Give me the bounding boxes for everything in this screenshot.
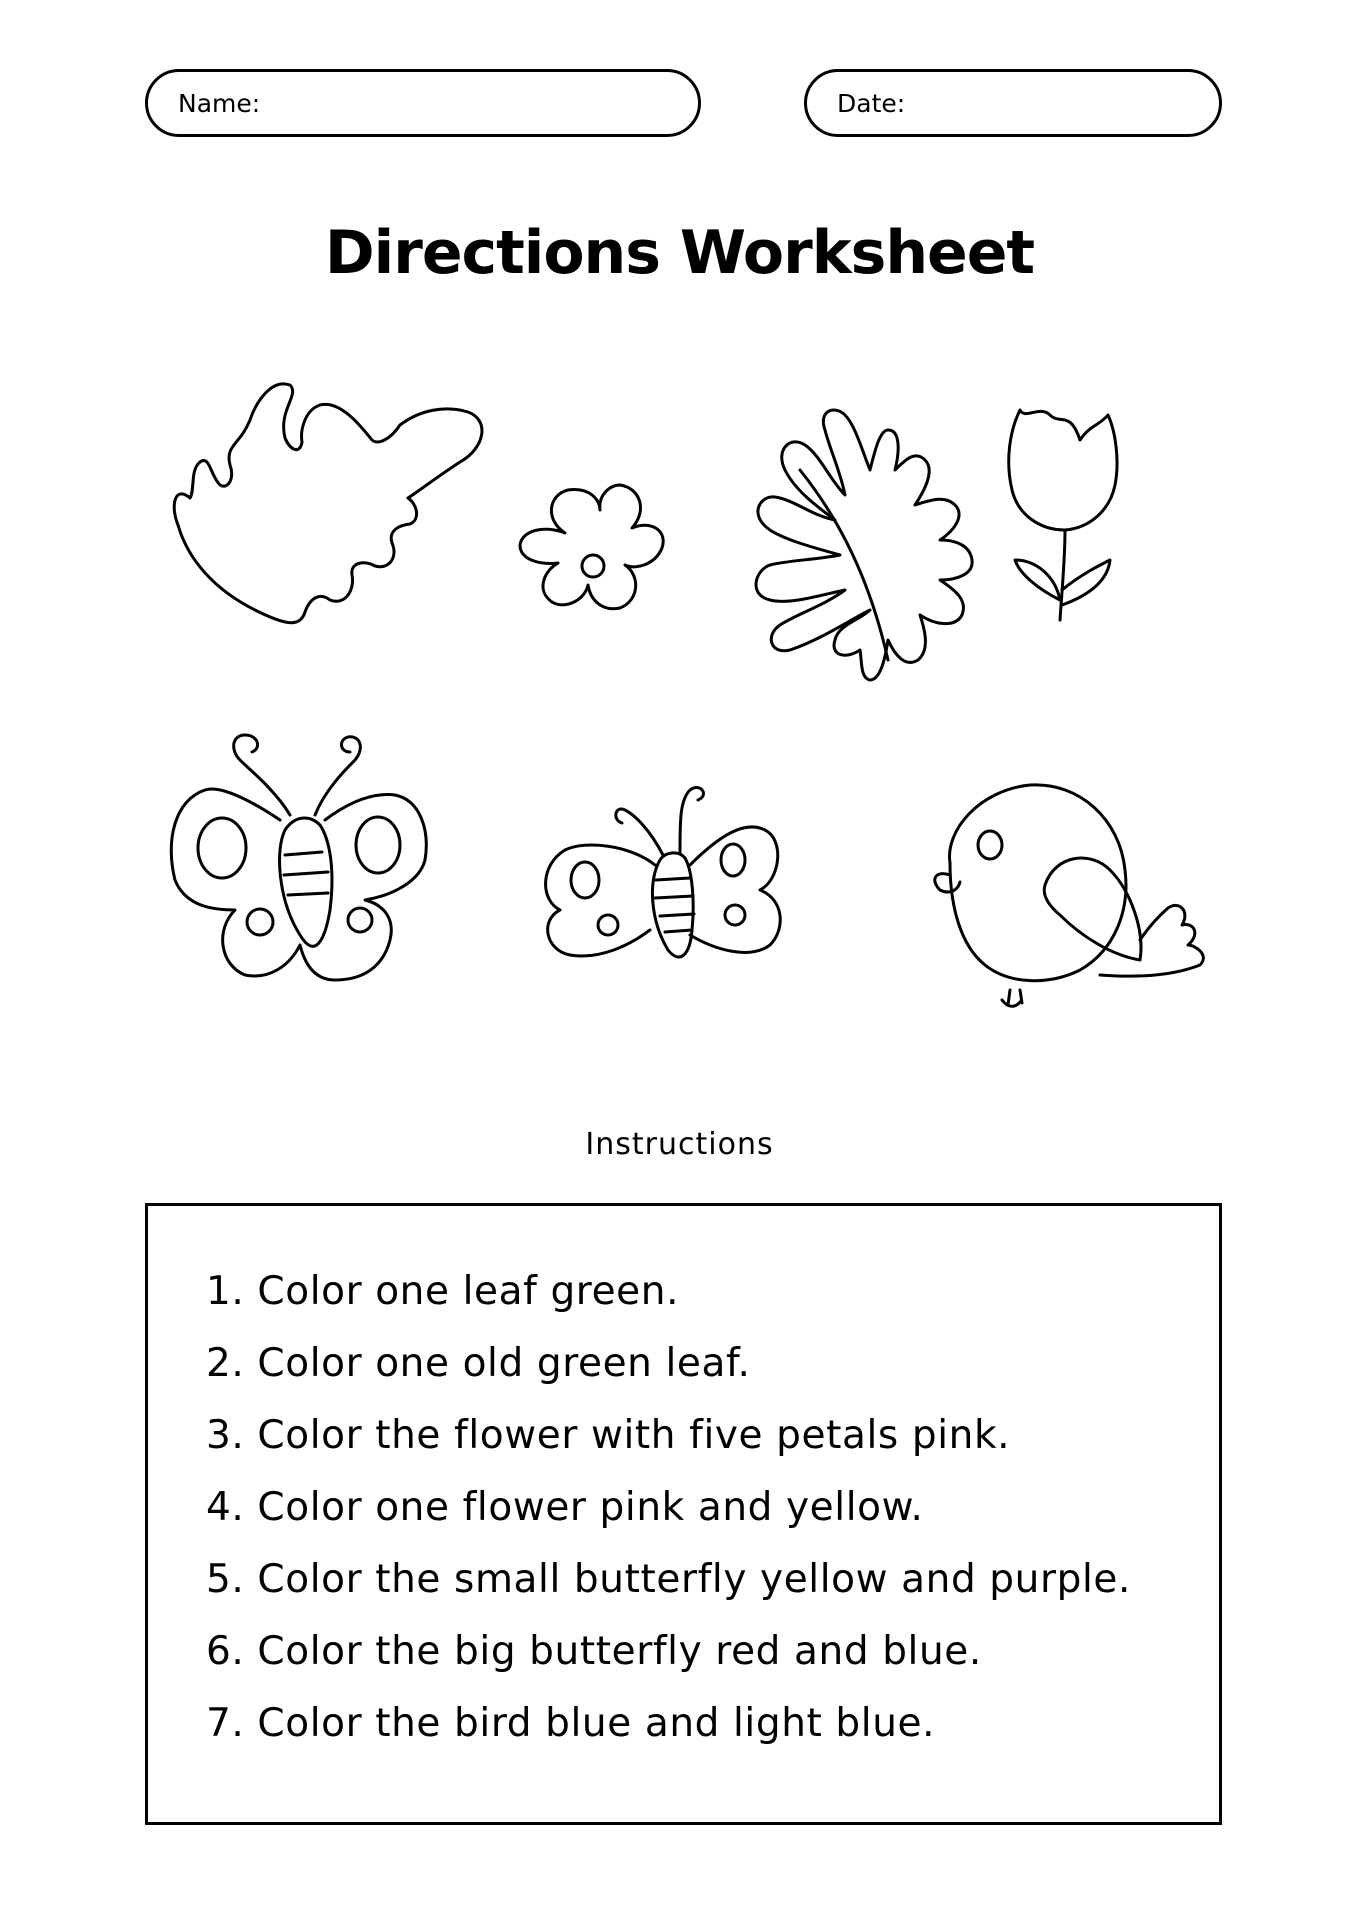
illustrations <box>0 380 1359 1040</box>
big-butterfly-icon <box>171 735 426 980</box>
page-title: Directions Worksheet <box>324 218 1035 288</box>
instruction-item: 3. Color the flower with five petals pink. <box>206 1413 1011 1458</box>
name-field[interactable] <box>145 69 701 137</box>
small-butterfly-icon <box>546 787 781 957</box>
instruction-item: 6. Color the big butterfly red and blue. <box>206 1629 982 1674</box>
name-label: Name: <box>178 88 261 118</box>
date-label: Date: <box>837 88 906 118</box>
instruction-item: 1. Color one leaf green. <box>206 1269 680 1314</box>
date-field[interactable] <box>804 69 1222 137</box>
instruction-item: 2. Color one old green leaf. <box>206 1341 751 1386</box>
tulip-icon <box>1009 410 1117 620</box>
instruction-item: 4. Color one flower pink and yellow. <box>206 1485 924 1530</box>
instructions-heading: Instructions <box>585 1127 774 1162</box>
monstera-leaf-icon <box>756 410 972 680</box>
instruction-item: 7. Color the bird blue and light blue. <box>206 1701 936 1746</box>
flower-icon <box>520 485 663 609</box>
bird-icon <box>935 785 1204 1006</box>
instructions-list <box>206 1256 1131 1760</box>
leaf-icon <box>174 384 482 623</box>
instruction-item: 5. Color the small butterfly yellow and purple. <box>206 1557 1131 1602</box>
instructions-box <box>145 1203 1222 1825</box>
